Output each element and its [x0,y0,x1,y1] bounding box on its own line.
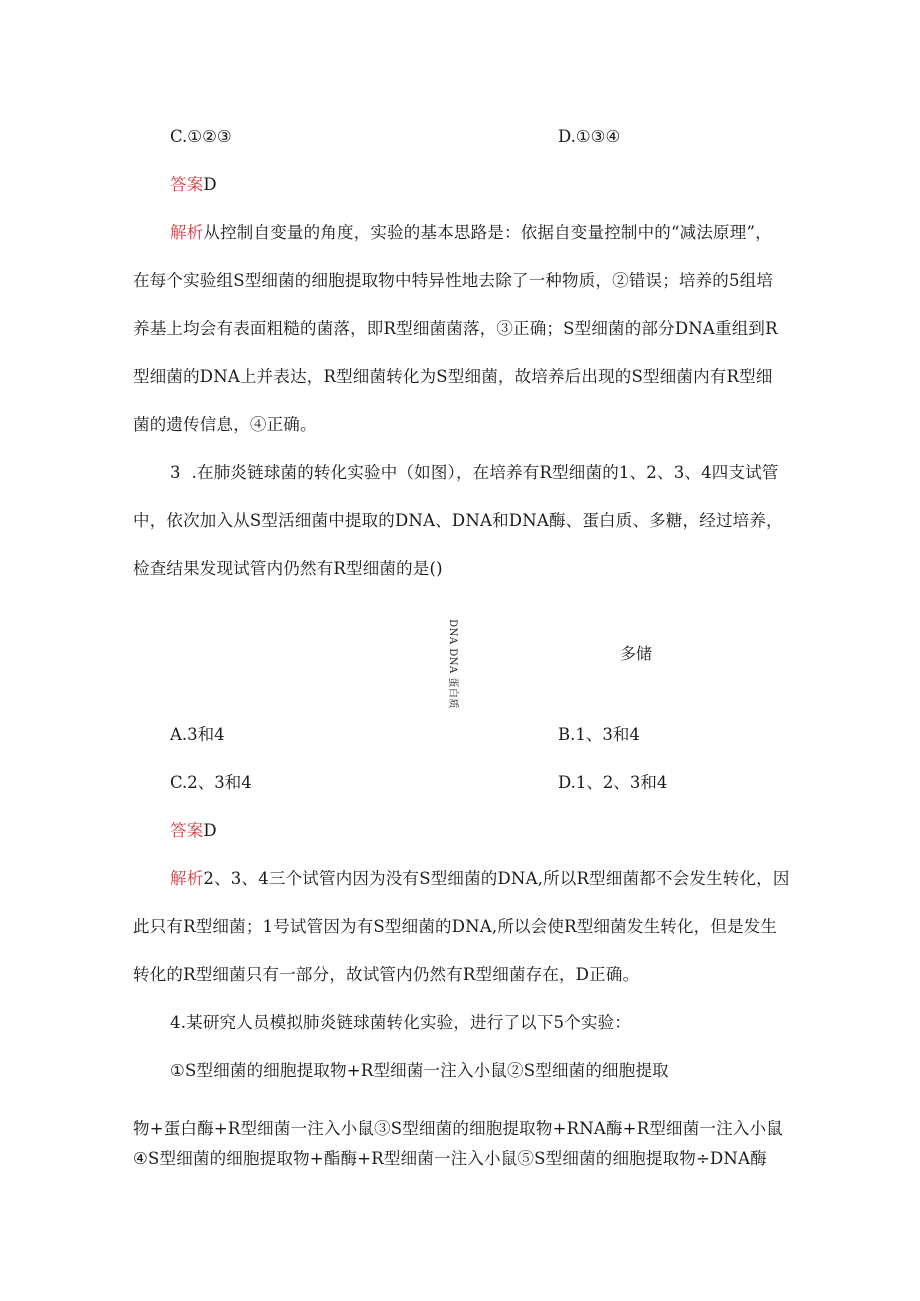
q3-option-b: B.1、3和4 [558,725,640,744]
q3-option-a: A.3和4 [170,725,225,744]
q3-stem-line-2: 中，依次加入从S型活细菌中提取的DNA、DNA和DNA酶、蛋白质、多糖，经过培养， [133,511,783,530]
q3-figure-label: 多储 [620,644,653,663]
q4-line-2: 物+蛋白酶+R型细菌一注入小鼠③S型细菌的细胞提取物+RNA酶+R型细菌一注入小鼠 [133,1119,783,1138]
q2-analysis-line-5: 菌的遗传信息，④正确。 [133,415,317,434]
q2-analysis-label: 解析 [170,223,204,242]
q3-option-c: C.2、3和4 [170,773,252,792]
q2-analysis-line-2: 在每个实验组S型细菌的细胞提取物中特异性地去除了一种物质，②错误；培养的5组培 [133,271,774,290]
q3-analysis-text-1: 2、3、4三个试管内因为没有S型细菌的DNA,所以R型细菌都不会发生转化，因 [203,869,790,888]
q3-option-d: D.1、2、3和4 [558,773,668,792]
q2-analysis-line-3: 养基上均会有表面粗糙的菌落，即R型细菌菌落，③正确；S型细菌的部分DNA重组到R [133,319,778,338]
q3-analysis-line-1 [170,868,790,890]
q3-stem-line-1: 3 .在肺炎链球菌的转化实验中（如图），在培养有R型细菌的1、2、3、4四支试管 [170,463,779,482]
q3-answer [170,820,217,842]
q2-answer-label: 答案 [170,175,204,194]
q4-line-1: ①S型细菌的细胞提取物+R型细菌一注入小鼠②S型细菌的细胞提取 [170,1061,669,1080]
q2-option-d: D.①③④ [558,127,621,146]
q4-stem: 4.某研究人员模拟肺炎链球菌转化实验，进行了以下5个实验： [170,1013,632,1032]
q3-analysis-label: 解析 [170,869,204,888]
q3-figure-rotated-labels: DNA DNA 蛋白质 [447,619,458,709]
q2-answer [170,174,217,196]
q2-option-c: C.①②③ [170,127,232,146]
q3-answer-label: 答案 [170,821,204,840]
q3-analysis-line-3: 转化的R型细菌只有一部分，故试管内仍然有R型细菌存在，D正确。 [133,965,640,984]
q2-answer-value: D [203,175,217,194]
q3-analysis-line-2: 此只有R型细菌；1号试管因为有S型细菌的DNA,所以会使R型细菌发生转化，但是发生 [133,917,778,936]
q2-analysis-line-4: 型细菌的DNA上并表达，R型细菌转化为S型细菌，故培养后出现的S型细菌内有R型细 [133,367,773,386]
q2-analysis-text-1: 从控制自变量的角度，实验的基本思路是：依据自变量控制中的“减法原理”， [203,223,772,242]
q2-analysis-line-1 [170,222,772,244]
q3-answer-value: D [203,821,217,840]
q3-stem-line-3: 检查结果发现试管内仍然有R型细菌的是() [133,559,443,578]
q4-line-3: ④S型细菌的细胞提取物+酯酶+R型细菌一注入小鼠⑤S型细菌的细胞提取物÷DNA酶 [133,1149,767,1168]
